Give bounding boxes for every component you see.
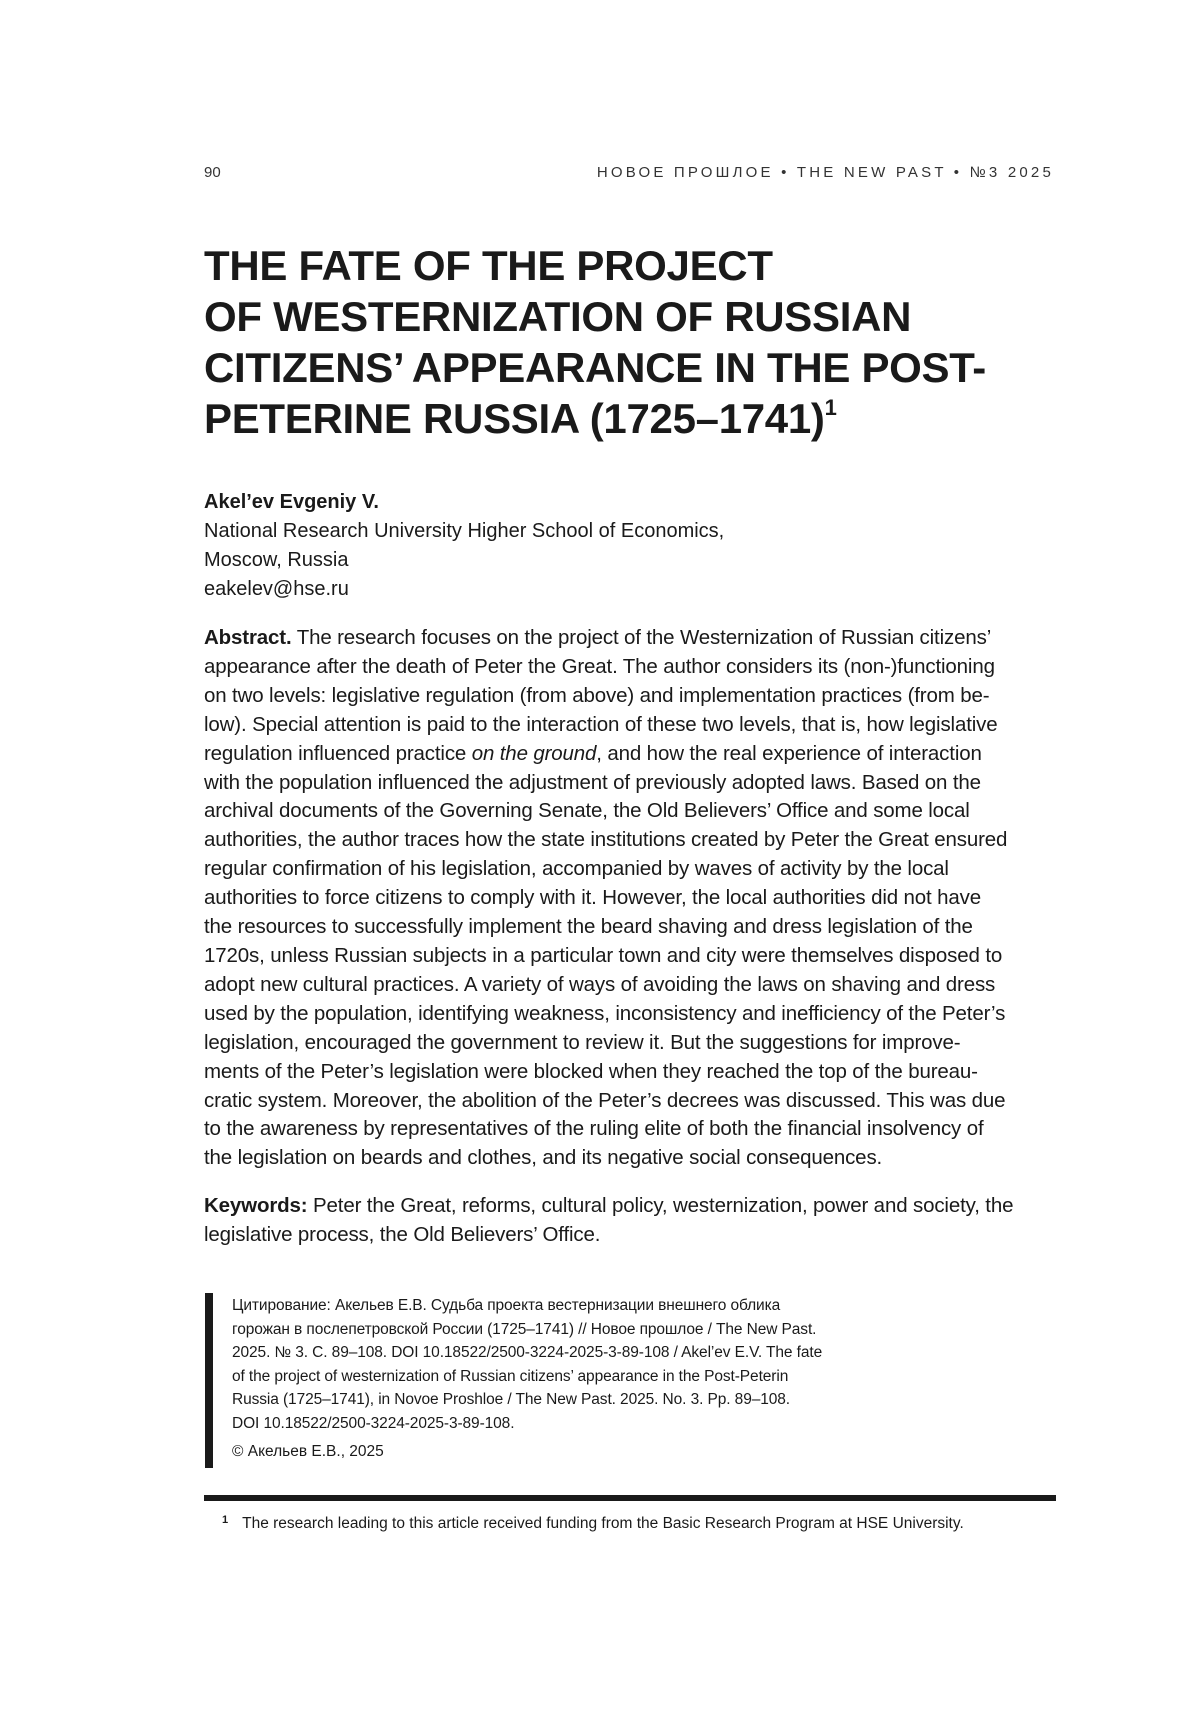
abstract-label: Abstract. [204, 626, 292, 649]
author-block [204, 488, 724, 604]
abstract-line [204, 740, 1054, 769]
abstract-line: adopt new cultural practices. A variety of ways of avoiding the laws on shaving and dress [204, 971, 1054, 1000]
citation-line: Цитирование: Акельев Е.В. Судьба проекта вестернизации внешнего облика [232, 1294, 932, 1318]
keywords-line-text: Peter the Great, reforms, cultural policy, westernization, power and society, the [313, 1194, 1013, 1217]
abstract-line [204, 624, 1054, 653]
journal-running-header: НОВОЕ ПРОШЛОЕ • THE NEW PAST • №3 2025 [597, 164, 1054, 181]
citation-block [232, 1294, 932, 1436]
keywords-line [204, 1192, 1054, 1221]
keywords-line: legislative process, the Old Believers’ Office. [204, 1221, 1054, 1250]
article-title [204, 240, 1024, 444]
abstract-line: the resources to successfully implement the beard shaving and dress legislation of the [204, 913, 1054, 942]
keywords [204, 1192, 1054, 1250]
abstract-italic-phrase: on the ground [472, 742, 597, 765]
title-line [204, 393, 1024, 444]
abstract-line: to the awareness by representatives of the ruling elite of both the financial insolvency of [204, 1115, 1054, 1144]
title-line: CITIZENS’ APPEARANCE IN THE POST- [204, 342, 1024, 393]
page-number: 90 [204, 164, 221, 181]
abstract-line: 1720s, unless Russian subjects in a particular town and city were themselves disposed to [204, 942, 1054, 971]
abstract-line: the legislation on beards and clothes, and its negative social consequences. [204, 1144, 1054, 1173]
copyright: © Акельев Е.В., 2025 [232, 1440, 384, 1464]
title-footnote-mark: 1 [825, 395, 837, 420]
abstract-line-text: regulation influenced practice [204, 742, 472, 765]
footnote [222, 1512, 964, 1536]
author-name: Akel’ev Evgeniy V. [204, 488, 724, 517]
keywords-label: Keywords: [204, 1194, 307, 1217]
abstract-line: authorities to force citizens to comply with it. However, the local authorities did not have [204, 884, 1054, 913]
abstract-line: regular confirmation of his legislation, accompanied by waves of activity by the local [204, 855, 1054, 884]
abstract-line-text: The research focuses on the project of the Westernization of Russian citizens’ [297, 626, 991, 649]
title-line: THE FATE OF THE PROJECT [204, 240, 1024, 291]
title-line-text: PETERINE RUSSIA (1725–1741) [204, 395, 825, 442]
abstract-line: authorities, the author traces how the state institutions created by Peter the Great ensured [204, 826, 1054, 855]
abstract-line-text: , and how the real experience of interaction [596, 742, 981, 765]
author-email: eakelev@hse.ru [204, 575, 724, 604]
citation-line: горожан в послепетровской России (1725–1741) // Новое прошлое / The New Past. [232, 1318, 932, 1342]
citation-line: DOI 10.18522/2500-3224-2025-3-89-108. [232, 1412, 932, 1436]
footnote-divider [204, 1495, 1056, 1501]
citation-line: of the project of westernization of Russian citizens’ appearance in the Post-Peterin [232, 1365, 932, 1389]
author-affiliation: National Research University Higher School of Economics, [204, 517, 724, 546]
title-line: OF WESTERNIZATION OF RUSSIAN [204, 291, 1024, 342]
abstract [204, 624, 1054, 1173]
abstract-line: used by the population, identifying weakness, inconsistency and inefficiency of the Peter’s [204, 1000, 1054, 1029]
citation-bar [205, 1293, 213, 1468]
abstract-line: ments of the Peter’s legislation were blocked when they reached the top of the bureau- [204, 1058, 1054, 1087]
author-affiliation: Moscow, Russia [204, 546, 724, 575]
citation-line: 2025. № 3. С. 89–108. DOI 10.18522/2500-3224-2025-3-89-108 / Akel’ev E.V. The fate [232, 1341, 932, 1365]
abstract-line: with the population influenced the adjustment of previously adopted laws. Based on the [204, 769, 1054, 798]
abstract-line: cratic system. Moreover, the abolition of the Peter’s decrees was discussed. This was due [204, 1087, 1054, 1116]
abstract-line: on two levels: legislative regulation (from above) and implementation practices (from be- [204, 682, 1054, 711]
footnote-mark: 1 [222, 1514, 228, 1526]
abstract-line: legislation, encouraged the government to review it. But the suggestions for improve- [204, 1029, 1054, 1058]
footnote-text: The research leading to this article received funding from the Basic Research Program at HSE University. [242, 1515, 964, 1532]
citation-line: Russia (1725–1741), in Novoe Proshloe / The New Past. 2025. No. 3. Pp. 89–108. [232, 1388, 932, 1412]
abstract-line: appearance after the death of Peter the Great. The author considers its (non-)functioning [204, 653, 1054, 682]
abstract-line: archival documents of the Governing Senate, the Old Believers’ Office and some local [204, 797, 1054, 826]
abstract-line: low). Special attention is paid to the interaction of these two levels, that is, how legislative [204, 711, 1054, 740]
